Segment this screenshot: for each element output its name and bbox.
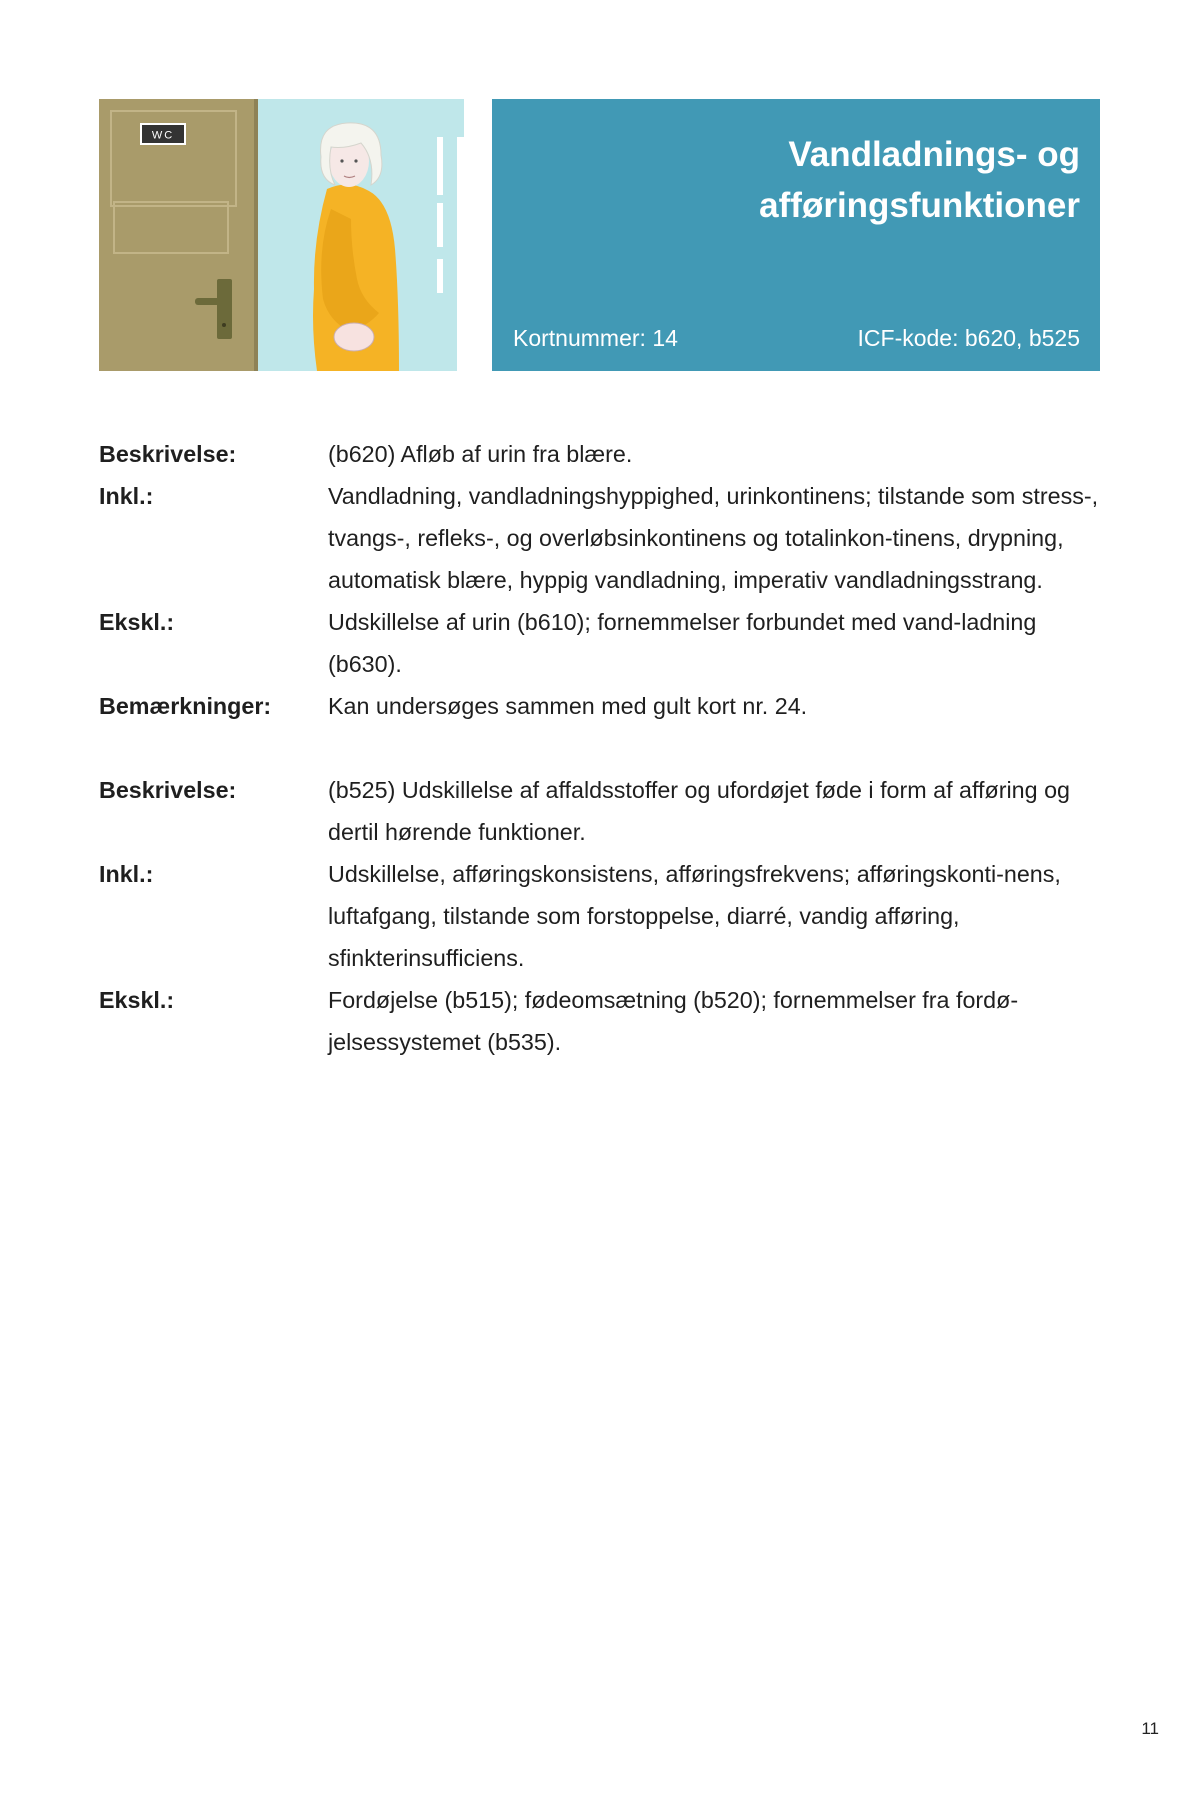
section-b620 (99, 433, 1100, 727)
person-eye-right (354, 159, 357, 162)
entry-exclusions (99, 979, 1100, 1063)
entry-label: Bemærkninger: (99, 693, 272, 719)
entry-text: Udskillelse, afføringskonsistens, afføringsfrekvens; afføringskonti-nens, luftafgang, tilstande som forstoppelse, diarré, vandig afføring, sfinkterinsufficiens. (328, 861, 1061, 971)
entry-description (99, 769, 1100, 853)
entry-label: Beskrivelse: (99, 777, 237, 803)
entry-label: Ekskl.: (99, 987, 175, 1013)
window-strip-2 (437, 203, 443, 247)
entry-text: Kan undersøges sammen med gult kort nr. 24. (328, 693, 808, 719)
door-handle-plate (217, 279, 232, 339)
entry-inclusions (99, 475, 1100, 601)
card-number: Kortnummer: 14 (513, 325, 678, 351)
person-hands (334, 323, 374, 351)
entry-text: (b525) Udskillelse af affaldsstoffer og ufordøjet føde i form af afføring og dertil hørende funktioner. (328, 777, 1070, 845)
page-number: 11 (1141, 1719, 1159, 1738)
door-frame-edge (254, 99, 258, 371)
entry-text: (b620) Afløb af urin fra blære. (328, 441, 633, 467)
entry-text: Vandladning, vandladningshyppighed, urinkontinens; tilstande som stress-, tvangs-, refleks-, og overløbsinkontinens og totalinkon-tinens, drypning, automatisk blære, hyppig vandladning, imperativ vandladningsstrang. (328, 483, 1099, 593)
section-spacer (99, 727, 1100, 769)
entry-inclusions (99, 853, 1100, 979)
entry-label: Beskrivelse: (99, 441, 237, 467)
illustration (99, 99, 464, 371)
entry-remarks (99, 685, 1100, 727)
window-strip-3 (437, 259, 443, 293)
title-card (492, 99, 1100, 371)
card-title: Vandladnings- og afføringsfunktioner (759, 135, 1080, 225)
entry-label: Ekskl.: (99, 609, 175, 635)
entry-exclusions (99, 601, 1100, 685)
entry-label: Inkl.: (99, 861, 154, 887)
entry-label: Inkl.: (99, 483, 154, 509)
keyhole (222, 323, 226, 327)
card-header (99, 99, 1100, 371)
wc-sign-text: WC (151, 129, 175, 142)
window-strip-4 (457, 137, 464, 371)
icf-code: ICF-kode: b620, b525 (857, 325, 1080, 351)
entry-text: Udskillelse af urin (b610); fornemmelser forbundet med vand-ladning (b630). (328, 609, 1037, 677)
section-b525 (99, 769, 1100, 1063)
door-handle (195, 298, 225, 305)
entry-text: Fordøjelse (b515); fødeomsætning (b520); fornemmelser fra fordø-jelsessystemet (b535). (328, 987, 1019, 1055)
entry-description (99, 433, 1100, 475)
definitions (99, 433, 1100, 1063)
window-strip-1 (437, 137, 443, 195)
person-eye-left (340, 159, 343, 162)
